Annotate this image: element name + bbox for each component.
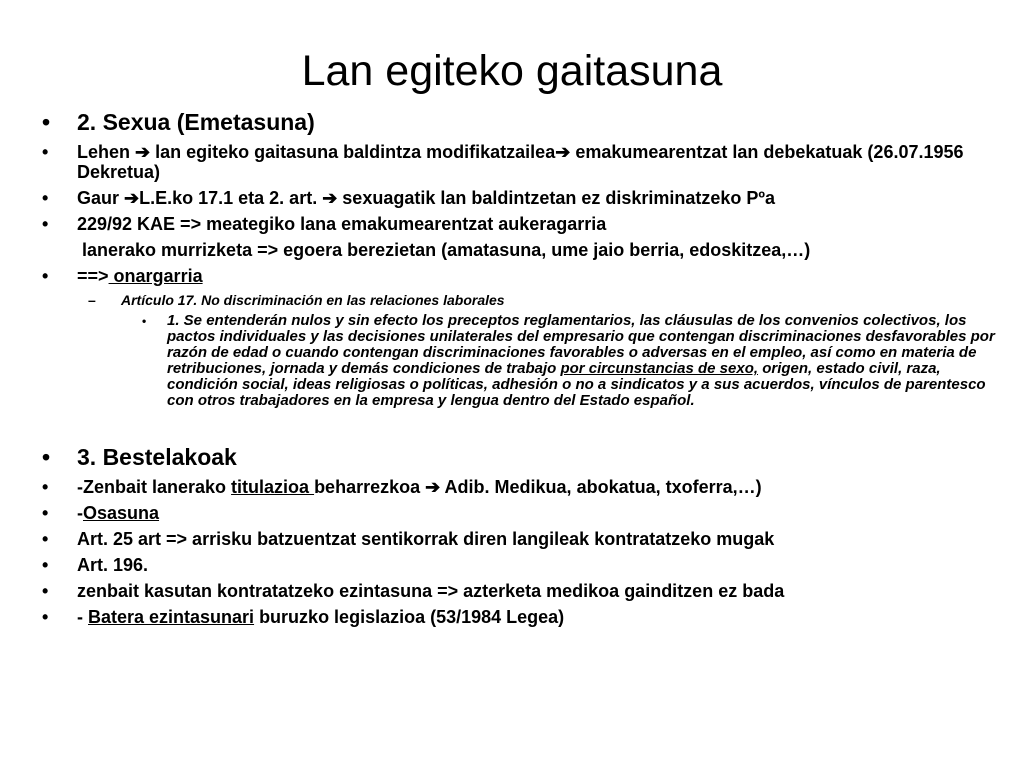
arrow-icon: ➔	[124, 188, 140, 208]
text: beharrezkoa	[314, 477, 426, 497]
section-heading-sexua	[42, 108, 1002, 136]
bullet: •	[42, 188, 49, 208]
slide-content	[42, 108, 1002, 633]
text: Lehen	[77, 142, 136, 162]
bullet-kae	[42, 214, 1002, 234]
text: L.E.ko 17.1 eta 2. art.	[139, 188, 323, 208]
underlined-text: por circunstancias de sexo,	[560, 360, 759, 377]
text: ==>	[77, 266, 109, 286]
bullet: •	[42, 214, 49, 234]
bullet: •	[42, 581, 49, 601]
dash-bullet: –	[88, 292, 96, 308]
continuation-murrizketa	[42, 240, 1002, 260]
bullet: •	[42, 444, 51, 470]
arrow-icon: ➔	[322, 188, 338, 208]
bullet-batera-ezintasunari	[42, 607, 1002, 627]
text: Gaur	[77, 188, 125, 208]
text: -	[77, 503, 83, 523]
arrow-icon: ➔	[135, 142, 151, 162]
underlined-text: titulazioa	[231, 477, 315, 497]
slide-title: Lan egiteko gaitasuna	[301, 47, 723, 95]
spacer	[42, 413, 1002, 443]
bullet: •	[42, 607, 49, 627]
heading-text: 2. Sexua (Emetasuna)	[77, 109, 315, 135]
text: -	[77, 607, 88, 627]
bullet: •	[42, 503, 49, 523]
bullet-art-25	[42, 529, 1002, 549]
text: lan egiteko gaitasuna baldintza modifikatzailea	[150, 142, 556, 162]
text: origen, estado civil, raza, condición social, ideas religiosas o políticas, adhesión o no a sindicatos y a sus acuerdos, vínculos de parentesco con otros trabajadores en la empresa y lengua dentro del Estado español.	[167, 360, 986, 409]
text: sexuagatik lan baldintzetan ez diskriminatzeko Pºa	[337, 188, 776, 208]
bullet: •	[42, 555, 49, 575]
bullet: •	[142, 314, 147, 328]
section-heading-bestelakoak	[42, 443, 1002, 471]
bullet-lehen	[42, 142, 1002, 182]
underlined-text: onargarria	[108, 266, 203, 286]
bullet: •	[42, 477, 49, 497]
text: buruzko legislazioa (53/1984 Legea)	[254, 607, 565, 627]
bullet: •	[42, 266, 49, 286]
underlined-text: Batera ezintasunari	[88, 607, 255, 627]
bullet-ezintasuna	[42, 581, 1002, 601]
bullet: •	[42, 142, 49, 162]
text: Artículo 17. No discriminación en las relaciones laborales	[121, 292, 505, 308]
text: Art. 25 art => arrisku batzuentzat sentikorrak diren langileak kontratatzeko mugak	[77, 529, 775, 549]
dash-articulo-17	[42, 292, 1002, 309]
bullet-titulazioa	[42, 477, 1002, 497]
text: -Zenbait lanerako	[77, 477, 232, 497]
sub-bullet-article-text	[42, 313, 1002, 409]
bullet: •	[42, 109, 51, 135]
text: 229/92 KAE => meategiko lana emakumearentzat aukeragarria	[77, 214, 607, 234]
bullet-art-196	[42, 555, 1002, 575]
bullet-gaur	[42, 188, 1002, 208]
text: Adib. Medikua, abokatua, txoferra,…)	[440, 477, 762, 497]
text: 1. Se entenderán nulos y sin efecto los preceptos reglamentarios, las cláusulas de los convenios colectivos, los pactos individuales y las decisiones unilaterales del empresario que contengan discriminaciones desfavorables por razón de edad o cuando contengan discriminaciones favorables o adversas en el empleo, así como en materia de retribuciones, jornada y demás condiciones de trabajo	[167, 312, 995, 377]
text: emakumearentzat lan debekatuak (26.07.1956 Dekretua)	[77, 142, 964, 182]
underlined-text: Osasuna	[83, 503, 160, 523]
bullet-onargarria	[42, 266, 1002, 286]
text: zenbait kasutan kontratatzeko ezintasuna => azterketa medikoa gainditzen ez bada	[77, 581, 785, 601]
arrow-icon: ➔	[555, 142, 571, 162]
text: Art. 196.	[77, 555, 149, 575]
heading-text: 3. Bestelakoak	[77, 444, 237, 470]
bullet: •	[42, 529, 49, 549]
bullet-osasuna	[42, 503, 1002, 523]
text: lanerako murrizketa => egoera berezietan (amatasuna, ume jaio berria, edoskitzea,…)	[82, 240, 811, 260]
arrow-icon: ➔	[425, 477, 441, 497]
